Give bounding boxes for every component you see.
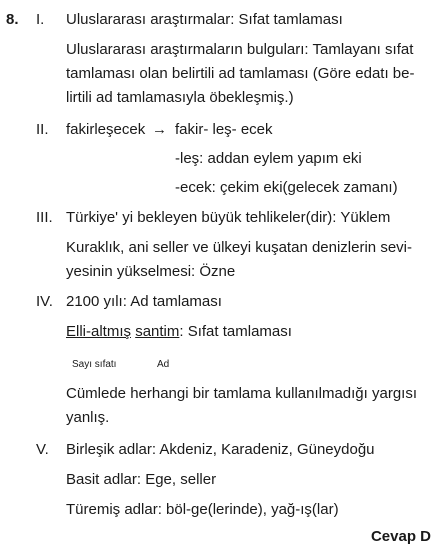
section-i-explanation-line-3: lirtili ad tamlamasıyla öbekleşmiş.) (66, 89, 294, 106)
section-v-line-1: Birleşik adlar: Akdeniz, Karadeniz, Güneydoğu (66, 441, 375, 458)
section-ii-word: fakirleşecek (66, 121, 146, 138)
phrase-rest: : Sıfat tamlaması (179, 323, 292, 340)
section-iii-line-2: Kuraklık, ani seller ve ülkeyi kuşatan denizlerin sevi- (66, 239, 412, 256)
section-iii-line-3: yesinin yükselmesi: Özne (66, 263, 236, 280)
section-v-line-3: Türemiş adlar: böl-ge(lerinde), yağ-ış(lar) (66, 501, 339, 518)
arrow-icon: → (152, 121, 167, 138)
section-v-line-2: Basit adlar: Ege, seller (66, 471, 217, 488)
section-iii-line-1: Türkiye' yi bekleyen büyük tehlikeler(dir): Yüklem (66, 209, 391, 226)
section-ii-numeral: II. (36, 121, 49, 138)
section-ii-breakdown: fakir- leş- ecek (175, 121, 273, 138)
section-i-heading: Uluslararası araştırmalar: Sıfat tamlaması (66, 11, 343, 28)
section-i-explanation-line-1: Uluslararası araştırmaların bulguları: Tamlayanı sıfat (66, 41, 414, 58)
section-iv-conclusion-line-2: yanlış. (66, 409, 110, 426)
section-i-explanation-line-2: tamlaması olan belirtili ad tamlaması (Göre edatı be- (66, 65, 415, 82)
section-iv-conclusion-line-1: Cümlede herhangi bir tamlama kullanılmadığı yargısı (66, 385, 417, 402)
section-i-numeral: I. (36, 11, 45, 28)
section-ii-suffix-ecek: -ecek: çekim eki(gelecek zamanı) (175, 179, 398, 196)
section-iv-phrase (66, 322, 292, 341)
label-ad: Ad (157, 359, 170, 370)
phrase-word-elli-altmis: Elli-altmış (66, 323, 132, 340)
section-iv-line-1: 2100 yılı: Ad tamlaması (66, 293, 222, 310)
answer-label: Cevap D (370, 528, 431, 545)
phrase-word-santim: santim (135, 323, 180, 340)
section-v-numeral: V. (36, 441, 49, 458)
section-ii-suffix-les: -leş: addan eylem yapım eki (175, 150, 362, 167)
label-sayi-sifati: Sayı sıfatı (72, 359, 117, 370)
section-iv-numeral: IV. (36, 293, 53, 310)
section-iii-numeral: III. (36, 209, 53, 226)
question-number: 8. (6, 11, 19, 28)
